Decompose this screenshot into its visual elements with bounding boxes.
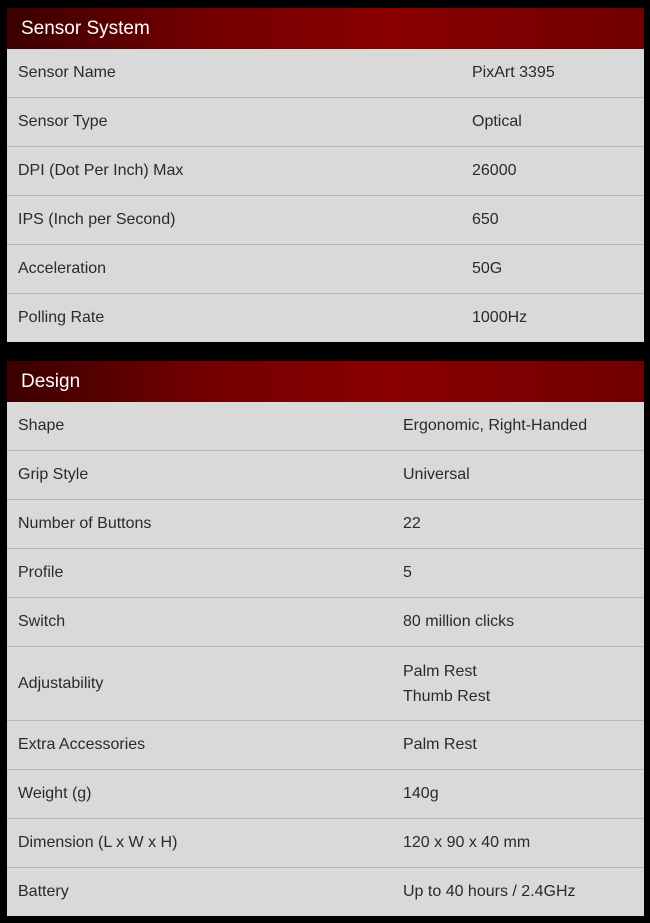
spec-row: [7, 49, 644, 98]
spec-label: Grip Style: [7, 451, 403, 500]
spec-row: [7, 196, 644, 245]
spec-value-line: Thumb Rest: [403, 687, 491, 705]
spec-value: 22: [403, 500, 644, 549]
spec-value: Palm Rest: [403, 721, 644, 770]
spec-value: Universal: [403, 451, 644, 500]
spec-row: [7, 451, 644, 500]
spec-value: 50G: [472, 245, 644, 294]
spec-row: [7, 868, 644, 917]
spec-label: DPI (Dot Per Inch) Max: [7, 147, 472, 196]
spec-value: Up to 40 hours / 2.4GHz: [403, 883, 576, 900]
spec-row: [7, 245, 644, 294]
spec-value: PixArt 3395: [472, 49, 644, 98]
spec-value: [403, 647, 644, 721]
design-header: Design: [7, 361, 644, 402]
spec-label: IPS (Inch per Second): [7, 196, 472, 245]
spec-value: Optical: [472, 98, 644, 147]
spec-value: 80 million clicks: [403, 598, 644, 647]
spec-row: [7, 647, 644, 721]
spec-label: Profile: [7, 549, 403, 598]
spec-label: Sensor Type: [7, 98, 472, 147]
sensor-spec-table: [7, 49, 644, 342]
spec-row: [7, 598, 644, 647]
sensor-system-section: [7, 8, 644, 342]
spec-row: [7, 98, 644, 147]
spec-row: [7, 147, 644, 196]
spec-label: Adjustability: [7, 647, 403, 721]
spec-label: Weight (g): [7, 770, 403, 819]
spec-row: [7, 770, 644, 819]
spec-row: [7, 402, 644, 451]
spec-value: 650: [472, 196, 644, 245]
design-spec-table: [7, 402, 644, 916]
spec-label: Extra Accessories: [7, 721, 403, 770]
spec-label: Number of Buttons: [7, 500, 403, 549]
spec-row: [7, 294, 644, 343]
spec-value: 5: [403, 549, 644, 598]
spec-label: Shape: [7, 402, 403, 451]
spec-label: Acceleration: [7, 245, 472, 294]
sensor-system-header: Sensor System: [7, 8, 644, 49]
design-section: [7, 361, 644, 916]
spec-label: Polling Rate: [18, 309, 105, 326]
spec-value: 140g: [403, 770, 644, 819]
spec-label: Sensor Name: [7, 49, 472, 98]
spec-label: Dimension (L x W x H): [7, 819, 403, 868]
spec-value: Ergonomic, Right-Handed: [403, 402, 644, 451]
spec-value: 120 x 90 x 40 mm: [403, 819, 644, 868]
spec-label: Switch: [7, 598, 403, 647]
spec-value: 26000: [472, 147, 644, 196]
spec-row: [7, 721, 644, 770]
spec-row: [7, 819, 644, 868]
spec-label: Battery: [18, 883, 69, 900]
spec-value: 1000Hz: [472, 309, 528, 326]
spec-row: [7, 549, 644, 598]
spec-value-line: Palm Rest: [403, 662, 477, 680]
spec-row: [7, 500, 644, 549]
